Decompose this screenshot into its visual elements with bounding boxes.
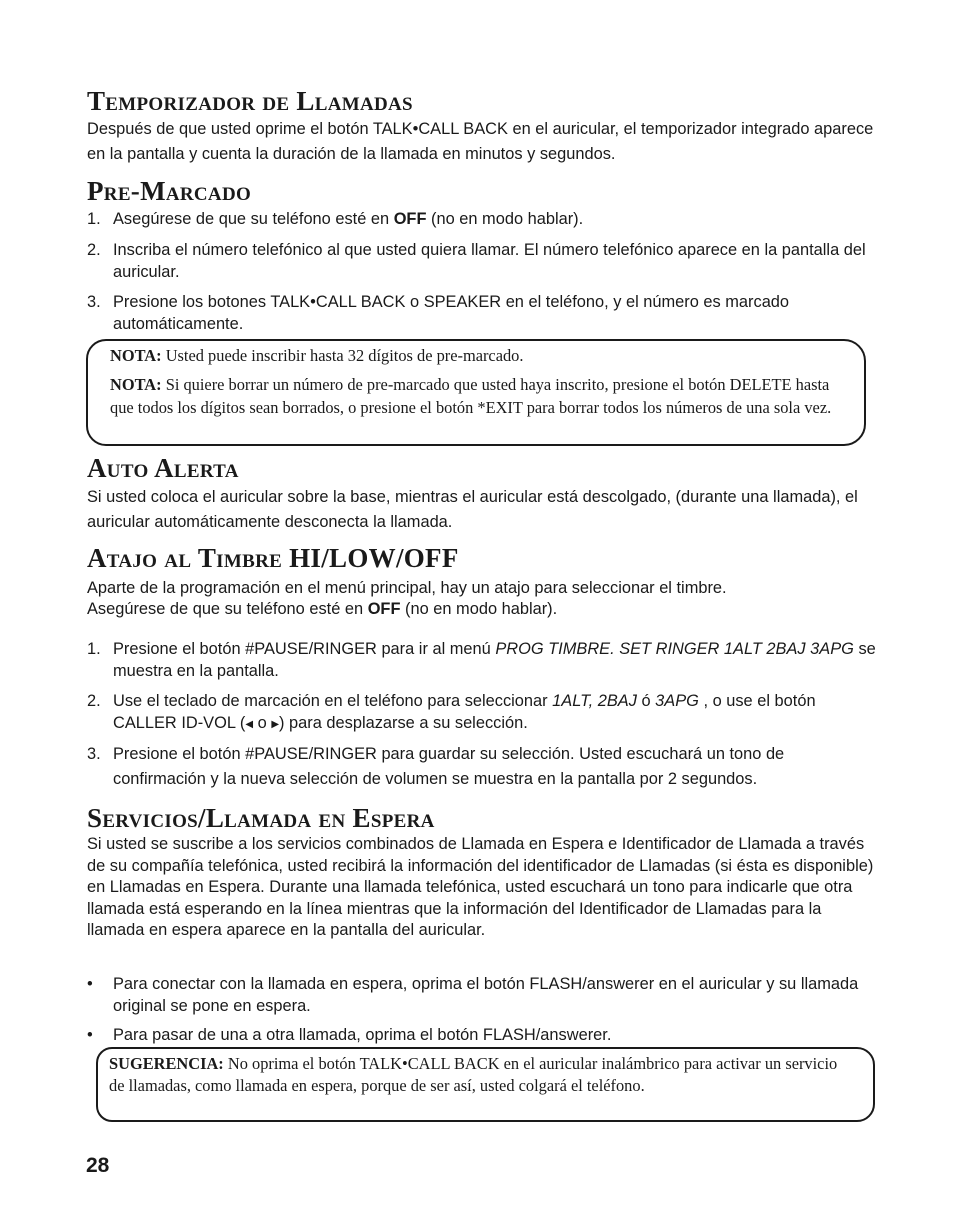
tip-box — [96, 1047, 875, 1122]
servicios-paragraph: Si usted se suscribe a los servicios combinados de Llamada en Espera e Identificador de Llamada a través de su compañía telefónica, usted recibirá la información del identificador de Llamadas (si ésta es disponible) en Llamadas en Espera. Durante una llamada telefónica, usted escuchará un tono para indicarle que otra llamada está esperando en la línea mientras que la información del Identificador de Llamadas para la llamada en espera aparece en la pantalla del auricular. — [87, 835, 874, 939]
list-item: 3. Presione el botón #PAUSE/RINGER para guardar su selección. Usted escuchará un tono de confirmación y la nueva selección de volumen se muestra en la pantalla por 2 segundos. — [87, 745, 785, 788]
page-number: 28 — [86, 1154, 110, 1177]
list-item: 1. Asegúrese de que su teléfono esté en OFF (no en modo hablar). — [87, 210, 584, 228]
temporizador-paragraph: Después de que usted oprime el botón TALK•CALL BACK en el auricular, el temporizador integrado aparece en la pantalla y cuenta la duración de la llamada en minutos y segundos. — [87, 120, 874, 163]
note-box — [86, 339, 866, 446]
right-arrow-icon: ▶ — [271, 719, 280, 730]
atajo-paragraph-2: Asegúrese de que su teléfono esté en OFF (no en modo hablar). — [87, 600, 558, 618]
section-title-temporizador: Temporizador de Llamadas — [87, 86, 413, 116]
talk-callback-key: TALK•CALL BACK — [372, 120, 508, 138]
list-item: 2. Use el teclado de marcación en el teléfono para seleccionar 1ALT, 2BAJ ó 3APG , o use el botón CALLER ID-VOL (◀ o ▶) para desplazarse a su selección. — [87, 692, 816, 732]
section-title-premarcado: Pre-Marcado — [87, 176, 252, 206]
list-item: 3. Presione los botones TALK•CALL BACK o SPEAKER en el teléfono, y el número es marcado automáticamente. — [87, 293, 790, 333]
note-line: NOTA: Si quiere borrar un número de pre-marcado que usted haya inscrito, presione el botón DELETE hasta que todos los dígitos sean borrados, o presione el botón *EXIT para borrar todos los números de una sola vez. — [110, 375, 832, 417]
list-item: 1. Presione el botón #PAUSE/RINGER para ir al menú PROG TIMBRE. SET RINGER 1ALT 2BAJ 3APG se muestra en la pantalla. — [87, 640, 876, 680]
bullet-item: • Para pasar de una a otra llamada, oprima el botón FLASH/answerer. — [87, 1026, 612, 1044]
list-item: 2. Inscriba el número telefónico al que usted quiera llamar. El número telefónico aparece en la pantalla del auricular. — [87, 241, 866, 281]
auto-alerta-paragraph: Si usted coloca el auricular sobre la base, mientras el auricular está descolgado, (durante una llamada), el auricular automáticamente desconecta la llamada. — [87, 488, 858, 531]
section-title-atajo-timbre: Atajo al Timbre HI/LOW/OFF — [87, 543, 459, 573]
section-title-servicios: Servicios/Llamada en Espera — [87, 803, 435, 833]
note-line: NOTA: Usted puede inscribir hasta 32 dígitos de pre-marcado. — [110, 346, 524, 365]
bullet-item: • Para conectar con la llamada en espera, oprima el botón FLASH/answerer en el auricular y su llamada original se pone en espera. — [87, 975, 859, 1015]
left-arrow-icon: ◀ — [245, 719, 254, 730]
section-title-auto-alerta: Auto Alerta — [87, 453, 239, 483]
atajo-paragraph-1: Aparte de la programación en el menú principal, hay un atajo para seleccionar el timbre. — [87, 579, 727, 597]
tip-line: SUGERENCIA: No oprima el botón TALK•CALL BACK en el auricular inalámbrico para activar un servicio de llamadas, como llamada en espera, porque de ser así, usted colgará el teléfono. — [109, 1054, 838, 1095]
